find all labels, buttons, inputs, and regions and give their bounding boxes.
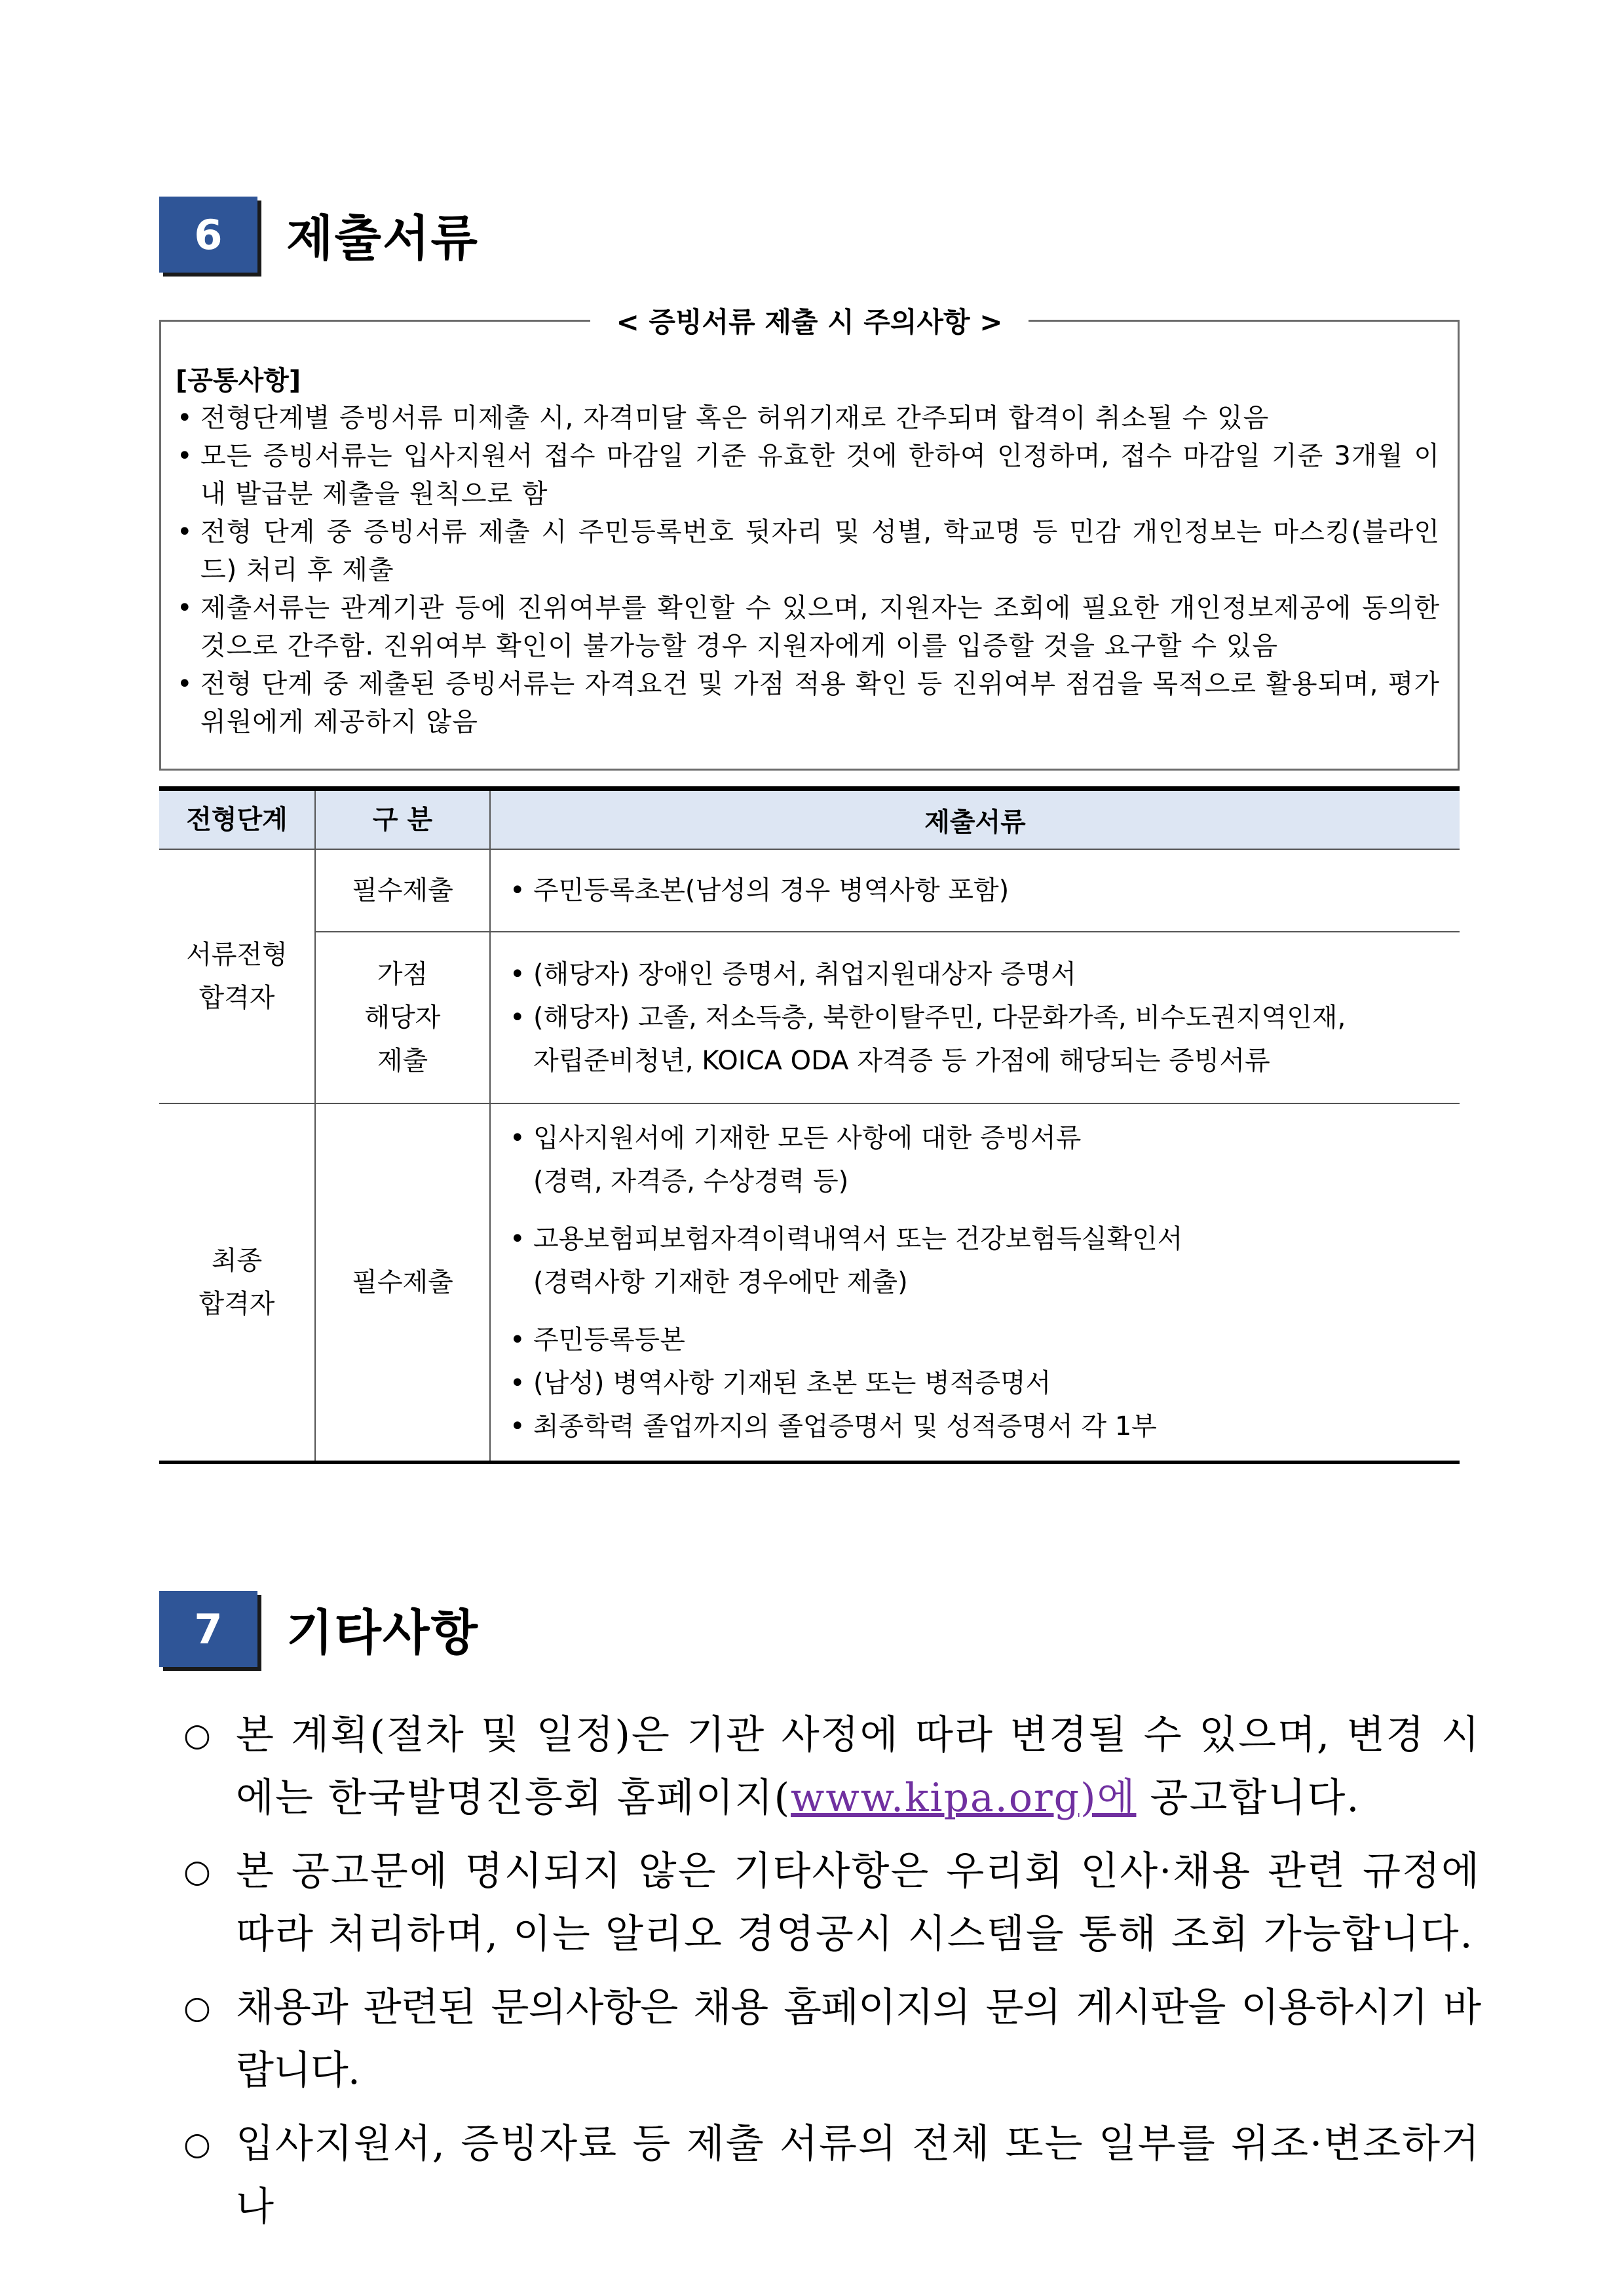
document-item: • 주민등록등본 <box>508 1318 1459 1362</box>
header-documents: 제출서류 <box>490 789 1460 850</box>
category-cell: 필수제출 <box>315 1103 490 1463</box>
document-item: • 주민등록초본(남성의 경우 병역사항 포함) <box>508 869 1459 912</box>
stage-cell: 최종 합격자 <box>159 1103 315 1463</box>
table-row <box>159 849 1460 932</box>
category-cell: 필수제출 <box>315 849 490 932</box>
notice-item: • 전형 단계 중 증빙서류 제출 시 주민등록번호 뒷자리 및 성별, 학교명 등 민감 개인정보는 마스킹(블라인드) 처리 후 제출 <box>176 513 1440 589</box>
homepage-link[interactable]: www.kipa.org)에 <box>791 1775 1137 1821</box>
header-stage: 전형단계 <box>159 789 315 850</box>
note-text: 본 계획(절차 및 일정)은 기관 사정에 따라 변경될 수 있으며, 변경 시에는 한국발명진흥회 홈페이지( <box>236 1712 1481 1821</box>
document-item: • (해당자) 장애인 증명서, 취업지원대상자 증명서 <box>508 953 1459 996</box>
section6-header <box>159 197 479 273</box>
section-title: 제출서류 <box>286 210 479 267</box>
common-label: [공통사항] <box>176 366 301 396</box>
other-notes-list <box>183 1704 1481 2249</box>
notice-item: • 제출서류는 관계기관 등에 진위여부를 확인할 수 있으며, 지원자는 조회에 필요한 개인정보제공에 동의한 것으로 간주함. 진위여부 확인이 불가능할 경우 지원자에게 이를 입증할 것을 요구할 수 있음 <box>176 589 1440 665</box>
notice-box <box>159 306 1460 771</box>
section-number-badge: 7 <box>159 1591 257 1667</box>
notice-title-wrap <box>161 301 1458 340</box>
header-category: 구 분 <box>315 789 490 850</box>
documents-cell <box>490 932 1460 1103</box>
note-item: ○ 입사지원서, 증빙자료 등 제출 서류의 전체 또는 일부를 위조·변조하거나 <box>183 2113 1481 2238</box>
table-row <box>159 1103 1460 1463</box>
table-header-row <box>159 789 1460 850</box>
notice-item: • 전형단계별 증빙서류 미제출 시, 자격미달 혹은 허위기재로 간주되며 합격이 취소될 수 있음 <box>176 399 1440 437</box>
notice-item: • 모든 증빙서류는 입사지원서 접수 마감일 기준 유효한 것에 한하여 인정하며, 접수 마감일 기준 3개월 이내 발급분 제출을 원칙으로 함 <box>176 437 1440 513</box>
document-item: • 최종학력 졸업까지의 졸업증명서 및 성적증명서 각 1부 <box>508 1405 1459 1448</box>
document-item: • (해당자) 고졸, 저소득층, 북한이탈주민, 다문화가족, 비수도권지역인재, 자립준비청년, KOICA ODA 자격증 등 가점에 해당되는 증빙서류 <box>508 996 1459 1082</box>
documents-cell <box>490 1103 1460 1463</box>
notice-list <box>176 399 1440 741</box>
note-text: 공고합니다. <box>1136 1775 1361 1821</box>
document-item: • 고용보험피보험자격이력내역서 또는 건강보험득실확인서 (경력사항 기재한 경우에만 제출) <box>508 1217 1459 1304</box>
document-item: • 입사지원서에 기재한 모든 사항에 대한 증빙서류 (경력, 자격증, 수상경력 등) <box>508 1117 1459 1203</box>
note-item: ○ 본 공고문에 명시되지 않은 기타사항은 우리회 인사·채용 관련 규정에 따라 처리하며, 이는 알리오 경영공시 시스템을 통해 조회 가능합니다. <box>183 1840 1481 1966</box>
section-title: 기타사항 <box>286 1605 479 1661</box>
section7-header <box>159 1591 479 1667</box>
notice-title: < 증빙서류 제출 시 주의사항 > <box>590 306 1029 338</box>
stage-cell: 서류전형 합격자 <box>159 849 315 1103</box>
documents-table <box>159 786 1460 1464</box>
note-item <box>183 1704 1481 1829</box>
note-item: ○ 채용과 관련된 문의사항은 채용 홈페이지의 문의 게시판을 이용하시기 바랍니다. <box>183 1976 1481 2102</box>
document-item: • (남성) 병역사항 기재된 초본 또는 병적증명서 <box>508 1362 1459 1405</box>
section-number-badge: 6 <box>159 197 257 273</box>
notice-item: • 전형 단계 중 제출된 증빙서류는 자격요건 및 가점 적용 확인 등 진위여부 점검을 목적으로 활용되며, 평가위원에게 제공하지 않음 <box>176 665 1440 741</box>
category-cell: 가점 해당자 제출 <box>315 932 490 1103</box>
table-row <box>159 932 1460 1103</box>
documents-cell <box>490 849 1460 932</box>
